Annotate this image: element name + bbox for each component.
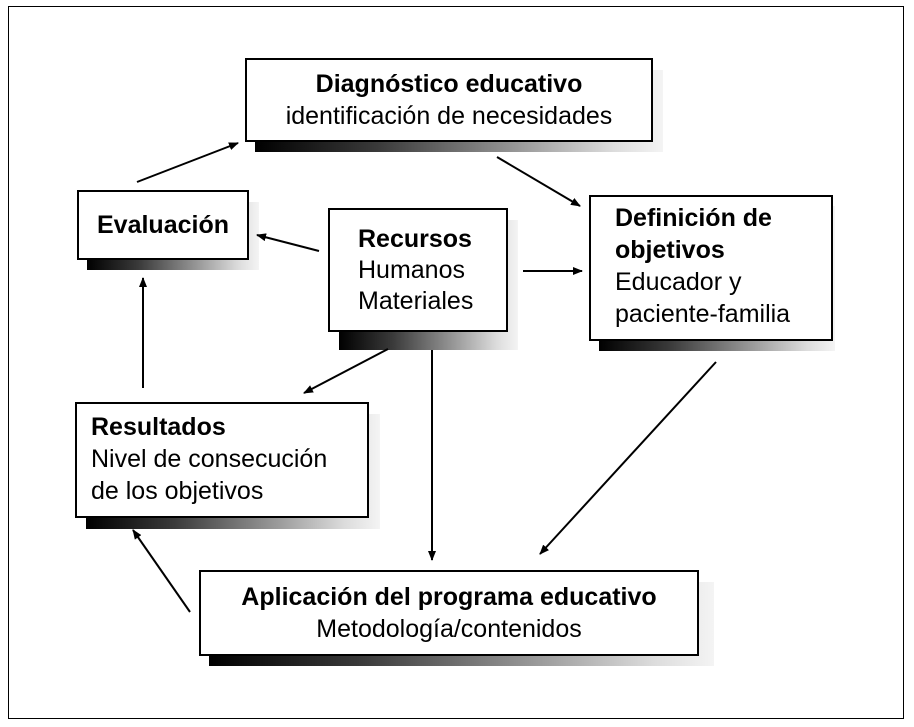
arrow-diagnostico-to-definicion [497, 157, 580, 206]
arrow-definicion-to-aplicacion [540, 362, 716, 554]
aplicacion-title: Aplicación del programa educativo [241, 583, 657, 611]
arrow-recursos-to-evaluacion [257, 235, 319, 251]
definicion-line-educador: Educador y [615, 268, 742, 296]
definicion-title-line2: objetivos [615, 236, 725, 264]
recursos-line-humanos: Humanos [358, 256, 465, 284]
diagnostico-title: Diagnóstico educativo [315, 70, 583, 98]
aplicacion-subtitle: Metodología/contenidos [316, 615, 582, 643]
recursos-title: Recursos [358, 225, 472, 253]
arrow-evaluacion-to-diagnostico [137, 143, 238, 182]
arrow-aplicacion-to-resultados [133, 530, 190, 612]
evaluacion-title: Evaluación [97, 211, 229, 239]
resultados-line-objetivos: de los objetivos [91, 477, 264, 505]
recursos-line-materiales: Materiales [358, 287, 474, 315]
definicion-line-paciente: paciente-familia [615, 300, 791, 328]
definicion-title-line1: Definición de [615, 204, 772, 232]
resultados-title: Resultados [91, 413, 226, 441]
diagnostico-subtitle: identificación de necesidades [285, 102, 613, 130]
resultados-line-nivel: Nivel de consecución [91, 445, 328, 473]
arrow-recursos-to-resultados [304, 349, 388, 393]
